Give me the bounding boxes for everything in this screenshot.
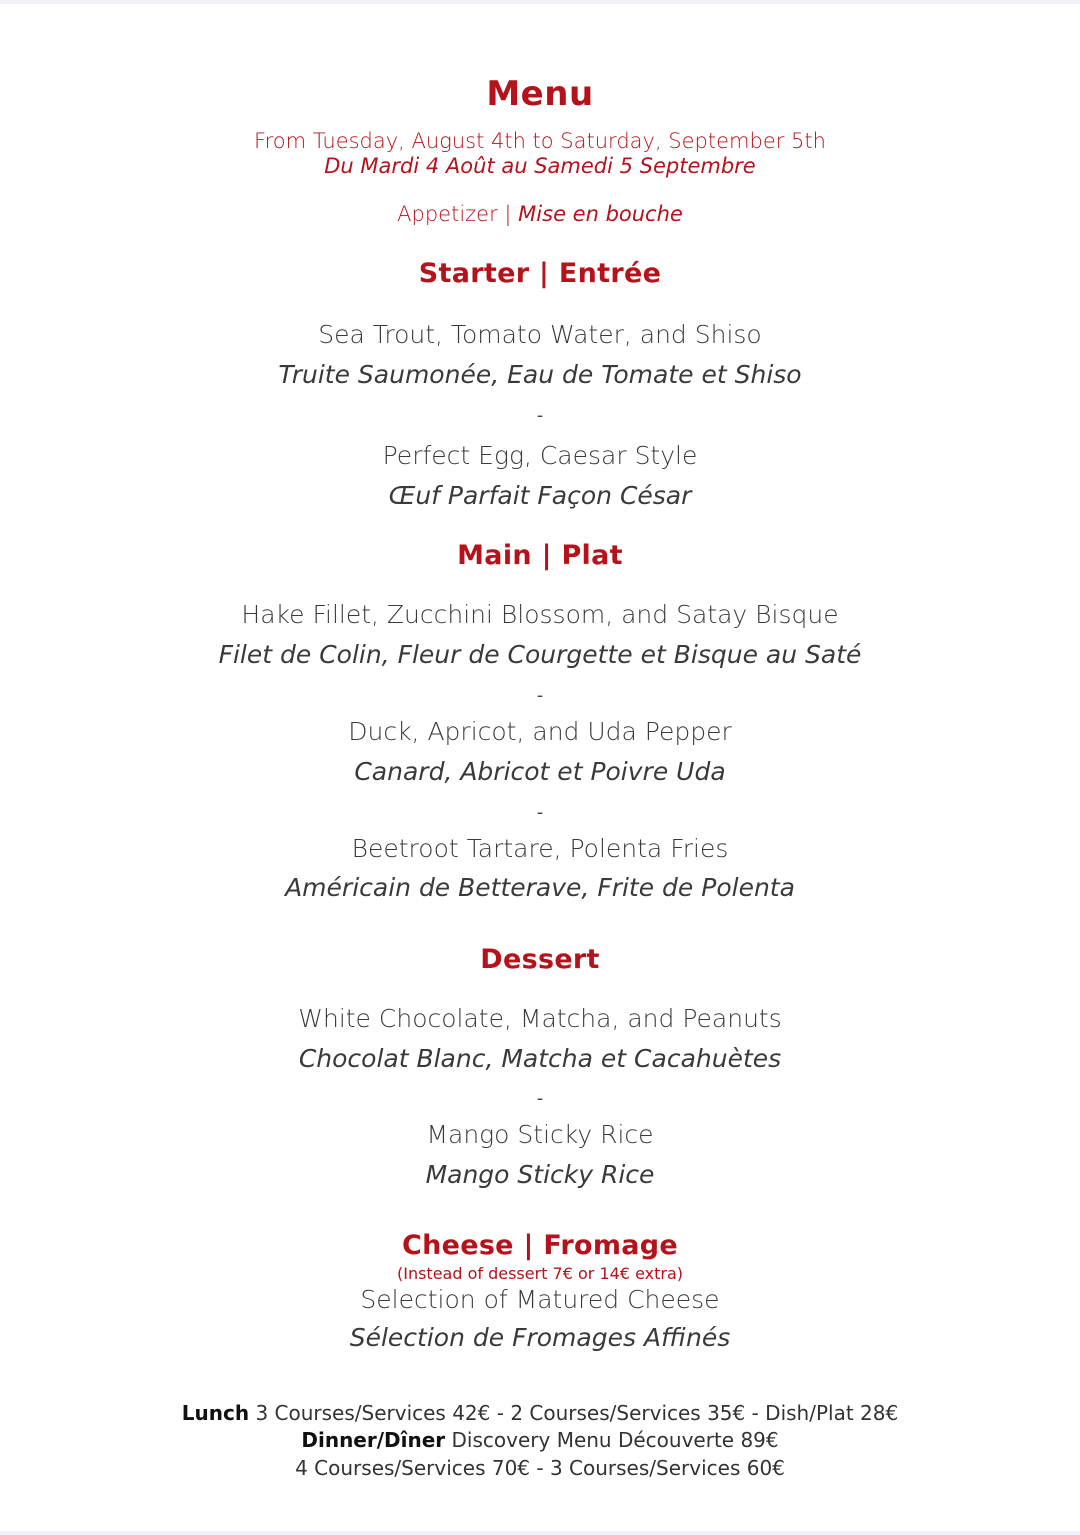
appetizer-line: [0, 204, 1080, 225]
dessert-heading: Dessert: [480, 944, 600, 975]
starter-separator: -: [536, 405, 544, 426]
main-dish3-fr: Américain de Betterave, Frite de Polenta: [285, 873, 795, 902]
cheese-dish-en: Selection of Matured Cheese: [360, 1285, 720, 1314]
lunch-text: 3 Courses/Services 42€ - 2 Courses/Services 35€ - Dish/Plat 28€: [255, 1401, 899, 1425]
starter-dish2-en: Perfect Egg, Caesar Style: [382, 441, 698, 470]
main-dish2-fr: Canard, Abricot et Poivre Uda: [354, 757, 726, 786]
date-range-fr: Du Mardi 4 Août au Samedi 5 Septembre: [324, 154, 756, 178]
starter-dish2-fr: Œuf Parfait Façon César: [388, 481, 692, 510]
dessert-dish1-fr: Chocolat Blanc, Matcha et Cacahuètes: [298, 1044, 782, 1073]
dinner-pricing-courses: 4 Courses/Services 70€ - 3 Courses/Services 60€: [295, 1456, 785, 1480]
dessert-separator: -: [536, 1088, 544, 1109]
date-range-en: From Tuesday, August 4th to Saturday, September 5th: [254, 129, 826, 153]
cheese-note: (Instead of dessert 7€ or 14€ extra): [396, 1264, 683, 1283]
starter-heading: Starter | Entrée: [418, 258, 662, 289]
starter-dish1-fr: Truite Saumonée, Eau de Tomate et Shiso: [278, 360, 802, 389]
main-dish1-en: Hake Fillet, Zucchini Blossom, and Satay Bisque: [241, 600, 839, 629]
cheese-dish-fr: Sélection de Fromages Affinés: [349, 1323, 731, 1352]
main-separator-2: -: [536, 802, 544, 823]
appetizer-fr: Mise en bouche: [518, 202, 683, 226]
dinner-label: Dinner/Dîner: [301, 1428, 446, 1452]
main-heading: Main | Plat: [457, 540, 623, 571]
menu-title: Menu: [486, 74, 594, 114]
main-dish2-en: Duck, Apricot, and Uda Pepper: [348, 717, 732, 746]
dinner-text: Discovery Menu Découverte 89€: [451, 1428, 779, 1452]
main-separator-1: -: [536, 685, 544, 706]
dessert-dish2-en: Mango Sticky Rice: [426, 1120, 654, 1149]
menu-page: [0, 4, 1080, 1531]
lunch-pricing: [0, 1403, 1080, 1423]
starter-dish1-en: Sea Trout, Tomato Water, and Shiso: [318, 320, 762, 349]
dessert-dish1-en: White Chocolate, Matcha, and Peanuts: [298, 1004, 782, 1033]
appetizer-en: Appetizer |: [397, 202, 512, 226]
dessert-dish2-fr: Mango Sticky Rice: [425, 1160, 655, 1189]
cheese-heading: Cheese | Fromage: [401, 1230, 679, 1261]
main-dish1-fr: Filet de Colin, Fleur de Courgette et Bisque au Saté: [218, 640, 862, 669]
main-dish3-en: Beetroot Tartare, Polenta Fries: [351, 834, 729, 863]
lunch-label: Lunch: [181, 1401, 250, 1425]
dinner-pricing: [0, 1430, 1080, 1450]
